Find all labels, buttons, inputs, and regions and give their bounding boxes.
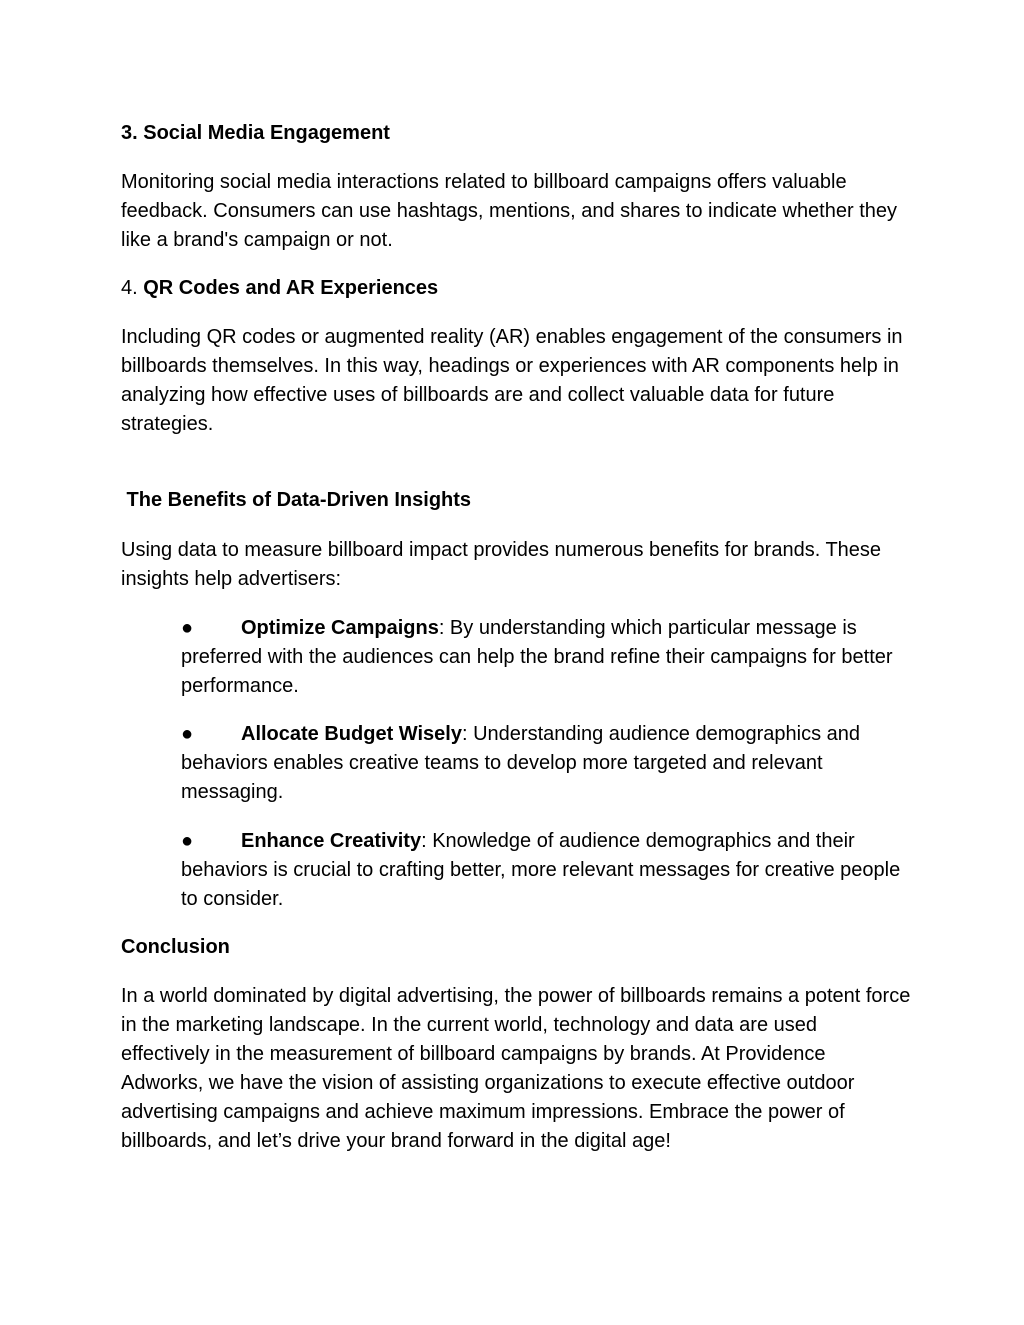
qr-codes-heading	[121, 274, 911, 303]
qr-codes-paragraph: Including QR codes or augmented reality (AR) enables engagement of the consumers in billboards themselves. In this way, headings or experiences with AR components help in analyzing how effective uses of billboards are and collect valuable data for future strategies.	[121, 326, 903, 435]
list-item-text: : Knowledge of audience demographics and their behaviors is crucial to crafting better, more relevant messages for creative people to consider.	[181, 830, 901, 910]
conclusion-paragraph: In a world dominated by digital advertising, the power of billboards remains a potent force in the marketing landscape. In the current world, technology and data are used effectively in the measurement of billboard campaigns by brands. At Providence Adworks, we have the vision of assisting organizations to execute effective outdoor advertising campaigns and achieve maximum impressions. Embrace the power of billboards, and let’s drive your brand forward in the digital age!	[121, 985, 911, 1152]
list-item	[181, 614, 911, 701]
social-media-paragraph: Monitoring social media interactions related to billboard campaigns offers valuable feedback. Consumers can use hashtags, mentions, and shares to indicate whether they like a brand's campaign or not.	[121, 171, 898, 251]
conclusion-heading: Conclusion	[121, 936, 230, 958]
list-item-text: : By understanding which particular message is preferred with the audiences can help the brand refine their campaigns for better performance.	[181, 617, 893, 697]
list-item-term: Optimize Campaigns	[241, 617, 439, 639]
list-item	[181, 827, 911, 914]
benefits-heading: The Benefits of Data-Driven Insights	[121, 489, 472, 511]
social-media-heading: 3. Social Media Engagement	[121, 122, 390, 144]
bullet-icon: ●	[181, 723, 194, 745]
list-item-term: Allocate Budget Wisely	[241, 723, 462, 745]
benefits-paragraph: Using data to measure billboard impact provides numerous benefits for brands. These insights help advertisers:	[121, 539, 882, 590]
list-item-text: : Understanding audience demographics and behaviors enables creative teams to develop more targeted and relevant messaging.	[181, 723, 861, 803]
list-item	[181, 720, 911, 807]
bullet-icon: ●	[181, 830, 194, 852]
qr-codes-title: QR Codes and AR Experiences	[143, 277, 439, 299]
list-item-term: Enhance Creativity	[241, 830, 422, 852]
bullet-icon: ●	[181, 617, 194, 639]
qr-codes-number: 4.	[121, 277, 144, 299]
